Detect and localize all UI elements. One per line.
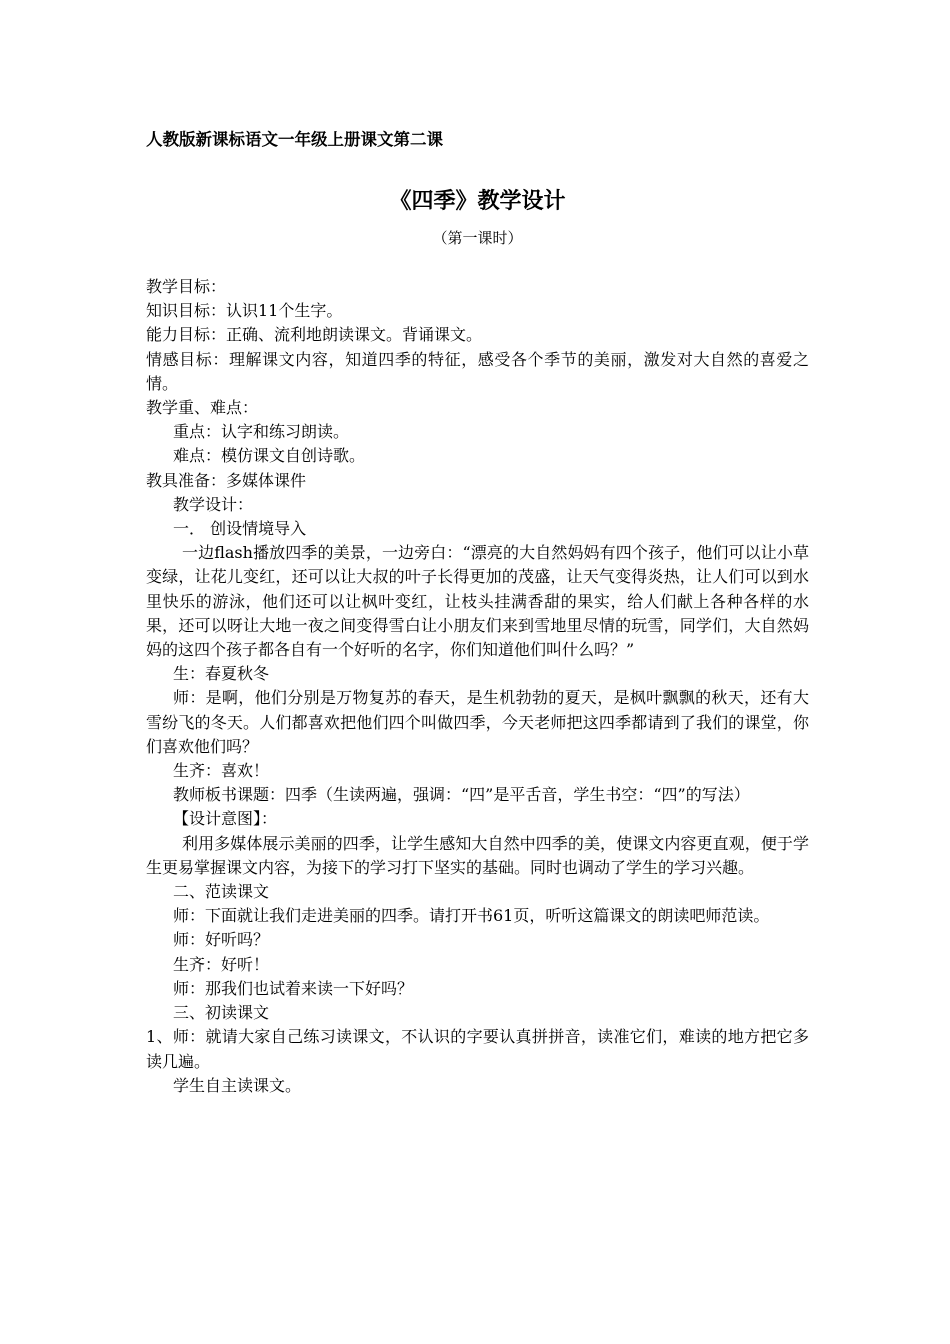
- paragraph: 一． 创设情境导入: [173, 519, 307, 539]
- paragraph: 能力目标：正确、流利地朗读课文。背诵课文。: [146, 325, 483, 345]
- paragraph: 学生自主读课文。: [173, 1075, 302, 1095]
- paragraph: 【设计意图】：: [173, 809, 278, 829]
- paragraph: 利用多媒体展示美丽的四季，让学生感知大自然中四季的美，使课文内容更直观，便于学生更易掌握课文内容，为接下的学习打下坚实的基础。同时也调动了学生的学习兴趣。: [146, 833, 809, 877]
- paragraph: 教学设计：: [173, 494, 254, 514]
- paragraph: 教学重、难点：: [146, 398, 259, 418]
- course-header: 人教版新课标语文一年级上册课文第二课: [146, 130, 443, 149]
- paragraph: 情感目标：理解课文内容，知道四季的特征，感受各个季节的美丽，激发对大自然的喜爱之情。: [146, 349, 809, 393]
- document-body: [146, 275, 809, 1098]
- paragraph: 教师板书课题：四季（生读两遍，强调：“四”是平舌音，学生书空：“四”的写法）: [173, 785, 750, 805]
- page-title: 《四季》教学设计: [389, 188, 566, 214]
- paragraph: 知识目标：认识11个生字。: [146, 301, 343, 321]
- page-subtitle: （第一课时）: [432, 229, 523, 247]
- paragraph: 生：春夏秋冬: [173, 664, 270, 684]
- paragraph: 三、初读课文: [173, 1003, 270, 1023]
- paragraph: 生齐：好听！: [173, 954, 270, 974]
- paragraph: 师：下面就让我们走进美丽的四季。请打开书61页，听听这篇课文的朗读吧师范读。: [173, 906, 770, 926]
- paragraph: 生齐：喜欢！: [173, 761, 270, 781]
- paragraph: 难点：模仿课文自创诗歌。: [173, 446, 366, 466]
- paragraph: 师：是啊，他们分别是万物复苏的春天，是生机勃勃的夏天，是枫叶飘飘的秋天，还有大雪纷飞的冬天。人们都喜欢把他们四个叫做四季，今天老师把这四季都请到了我们的课堂，你们喜欢他们吗？: [146, 688, 809, 756]
- paragraph: 二、范读课文: [173, 882, 270, 902]
- paragraph: 教具准备：多媒体课件: [146, 470, 307, 490]
- paragraph: 师：好听吗？: [173, 930, 270, 950]
- paragraph: 1、师：就请大家自己练习读课文，不认识的字要认真拼拼音，读准它们，难读的地方把它多读几遍。: [146, 1027, 809, 1071]
- paragraph: 教学目标：: [146, 277, 227, 296]
- paragraph: 重点：认字和练习朗读。: [173, 422, 350, 442]
- paragraph: 师：那我们也试着来读一下好吗？: [173, 978, 414, 998]
- paragraph: 一边flash播放四季的美景，一边旁白：“漂亮的大自然妈妈有四个孩子，他们可以让小草变绿，让花儿变红，还可以让大叔的叶子长得更加的茂盛，让天气变得炎热，让人们可以到水里快乐的游泳，他们还可以让枫叶变红，让枝头挂满香甜的果实，给人们献上各种各样的水果，还可以呀让大地一夜之间变得雪白让小朋友们来到雪地里尽情的玩雪，同学们，大自然妈妈的这四个孩子都各自有一个好听的名字，你们知道他们叫什么吗？”: [146, 543, 809, 660]
